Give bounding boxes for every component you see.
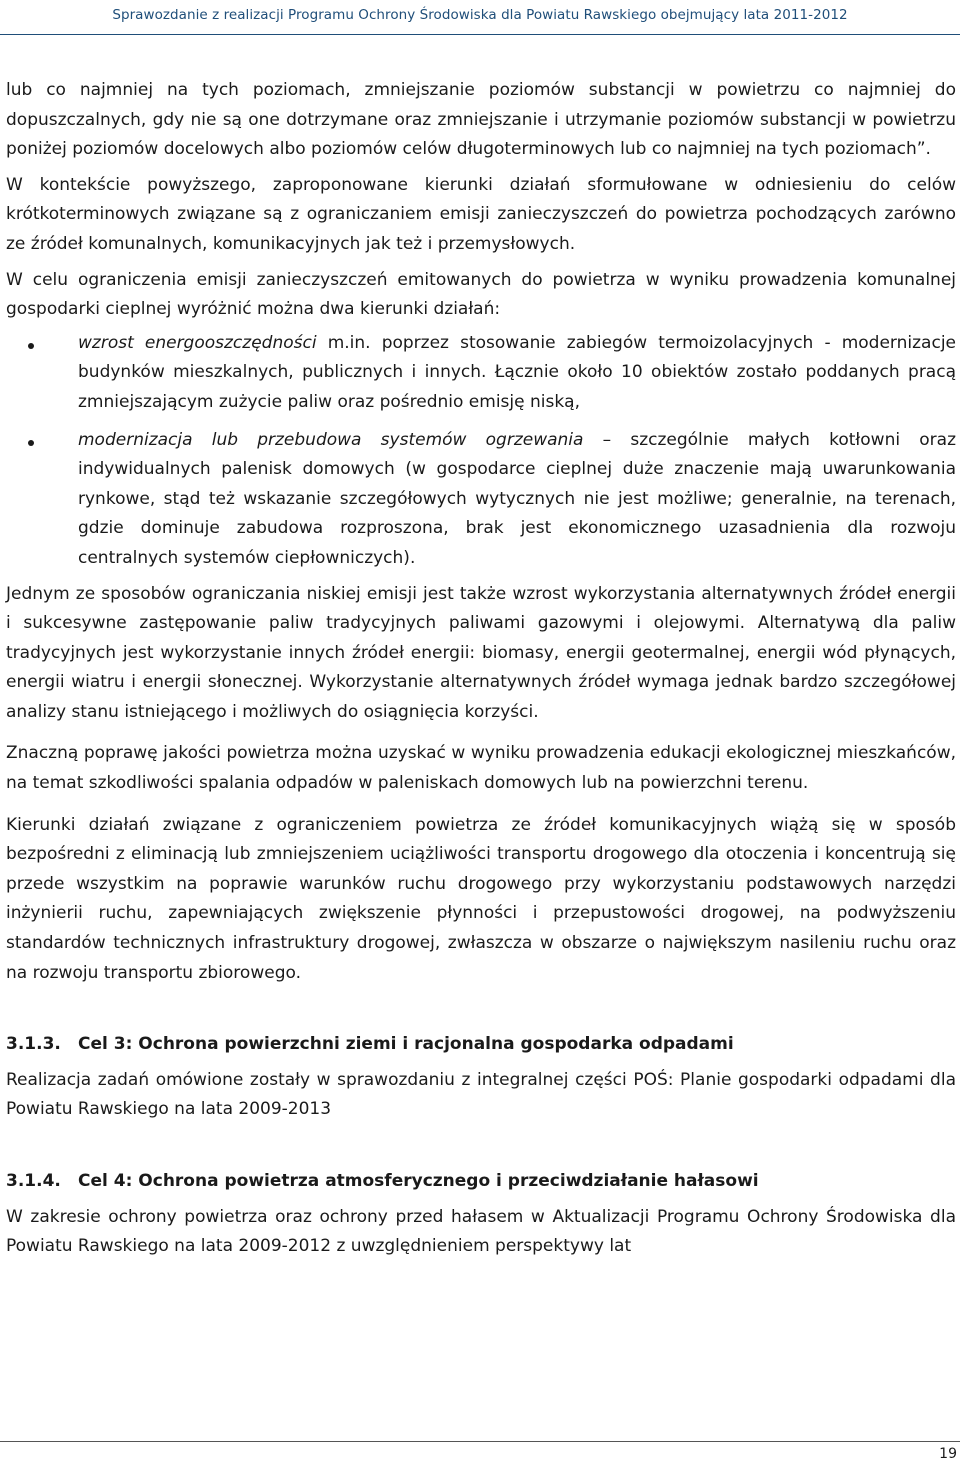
document-body <box>6 76 956 1262</box>
paragraph: lub co najmniej na tych poziomach, zmniejszanie poziomów substancji w powietrzu co najmniej do dopuszczalnych, gdy nie są one dotrzymane oraz zmniejszanie i utrzymanie poziomów substancji w powietrzu poniżej poziomów docelowych albo poziomów celów długoterminowych lub co najmniej na tych poziomach”. <box>6 80 956 160</box>
paragraph: Znaczną poprawę jakości powietrza można uzyskać w wyniku prowadzenia edukacji ekologicznej mieszkańców, na temat szkodliwości spalania odpadów w paleniskach domowych lub na powierzchni terenu. <box>6 743 956 794</box>
page-number: 19 <box>939 1446 957 1462</box>
paragraph: Kierunki działań związane z ograniczeniem powietrza ze źródeł komunikacyjnych wiążą się w sposób bezpośredni z eliminacją lub zmniejszeniem uciążliwości transportu drogowego dla otoczenia i koncentrują się przede wszystkim na poprawie warunków ruchu drogowego przy wykorzystaniu podstawowych narzędzi inżynierii ruchu, zapewniających zwiększenie płynności i przepustowości drogowej, na podwyższeniu standardów technicznych infrastruktury drogowej, zwłaszcza w obszarze o największym nasileniu ruchu oraz na rozwoju transportu zbiorowego. <box>6 814 956 983</box>
section-heading <box>6 1030 956 1060</box>
section-title: Cel 4: Ochrona powietrza atmosferycznego i przeciwdziałanie hałasowi <box>78 1171 759 1191</box>
header-title: Sprawozdanie z realizacji Programu Ochrony Środowiska dla Powiatu Rawskiego obejmujący lata 2011-2012 <box>112 7 848 23</box>
bullet-list <box>6 329 956 574</box>
paragraph: Realizacja zadań omówione zostały w sprawozdaniu z integralnej części POŚ: Planie gospodarki odpadami dla Powiatu Rawskiego na lata 2009-2013 <box>6 1069 956 1120</box>
list-item-text: m.in. poprzez stosowanie zabiegów termoizolacyjnych - modernizacje budynków mieszkalnych, publicznych i innych. Łącznie około 10 obiektów zostało poddanych pracą zmniejszającym zużycie paliw oraz pośrednio emisję niską, <box>78 332 956 412</box>
list-item <box>6 426 956 574</box>
paragraph: W kontekście powyższego, zaproponowane kierunki działań sformułowane w odniesieniu do celów krótkoterminowych związane są z ograniczaniem emisji zanieczyszczeń do powietrza pochodzących zarówno ze źródeł komunalnych, komunikacyjnych jak też i przemysłowych. <box>6 174 956 254</box>
list-item-text: – szczególnie małych kotłowni oraz indywidualnych palenisk domowych (w gospodarce cieplnej duże znaczenie mają uwarunkowania rynkowe, stąd też wskazanie szczegółowych wytycznych nie jest możliwe; generalnie, na terenach, gdzie dominuje zabudowa rozproszona, brak jest ekonomicznego uzasadnienia dla rozwoju centralnych systemów ciepłowniczych). <box>78 429 956 568</box>
section-number: 3.1.4. <box>6 1171 61 1191</box>
paragraph: W celu ograniczenia emisji zanieczyszczeń emitowanych do powietrza w wyniku prowadzenia komunalnej gospodarki cieplnej wyróżnić można dwa kierunki działań: <box>6 269 956 320</box>
page-header <box>0 0 960 44</box>
list-item <box>6 329 956 418</box>
footer-rule <box>0 1441 960 1442</box>
bullet-icon <box>28 440 34 446</box>
section-heading <box>6 1167 956 1197</box>
section-title: Cel 3: Ochrona powierzchni ziemi i racjonalna gospodarka odpadami <box>78 1034 734 1055</box>
list-item-emphasis: modernizacja lub przebudowa systemów ogrzewania <box>78 429 584 450</box>
bullet-icon <box>28 343 34 349</box>
header-rule <box>0 34 960 35</box>
paragraph: W zakresie ochrony powietrza oraz ochrony przed hałasem w Aktualizacji Programu Ochrony Środowiska dla Powiatu Rawskiego na lata 2009-2012 z uwzględnieniem perspektywy lat <box>6 1206 956 1257</box>
section-number: 3.1.3. <box>6 1034 61 1055</box>
list-item-emphasis: wzrost energooszczędności <box>78 332 317 353</box>
paragraph: Jednym ze sposobów ograniczania niskiej emisji jest także wzrost wykorzystania alternatywnych źródeł energii i sukcesywne zastępowanie paliw tradycyjnych paliwami gazowymi i olejowymi. Alternatywą dla paliw tradycyjnych jest wykorzystanie innych źródeł energii: biomasy, energii geotermalnej, energii wód płynących, energii wiatru i energii słonecznej. Wykorzystanie alternatywnych źródeł wymaga jednak bardzo szczegółowej analizy stanu istniejącego i możliwych do osiągnięcia korzyści. <box>6 583 956 722</box>
